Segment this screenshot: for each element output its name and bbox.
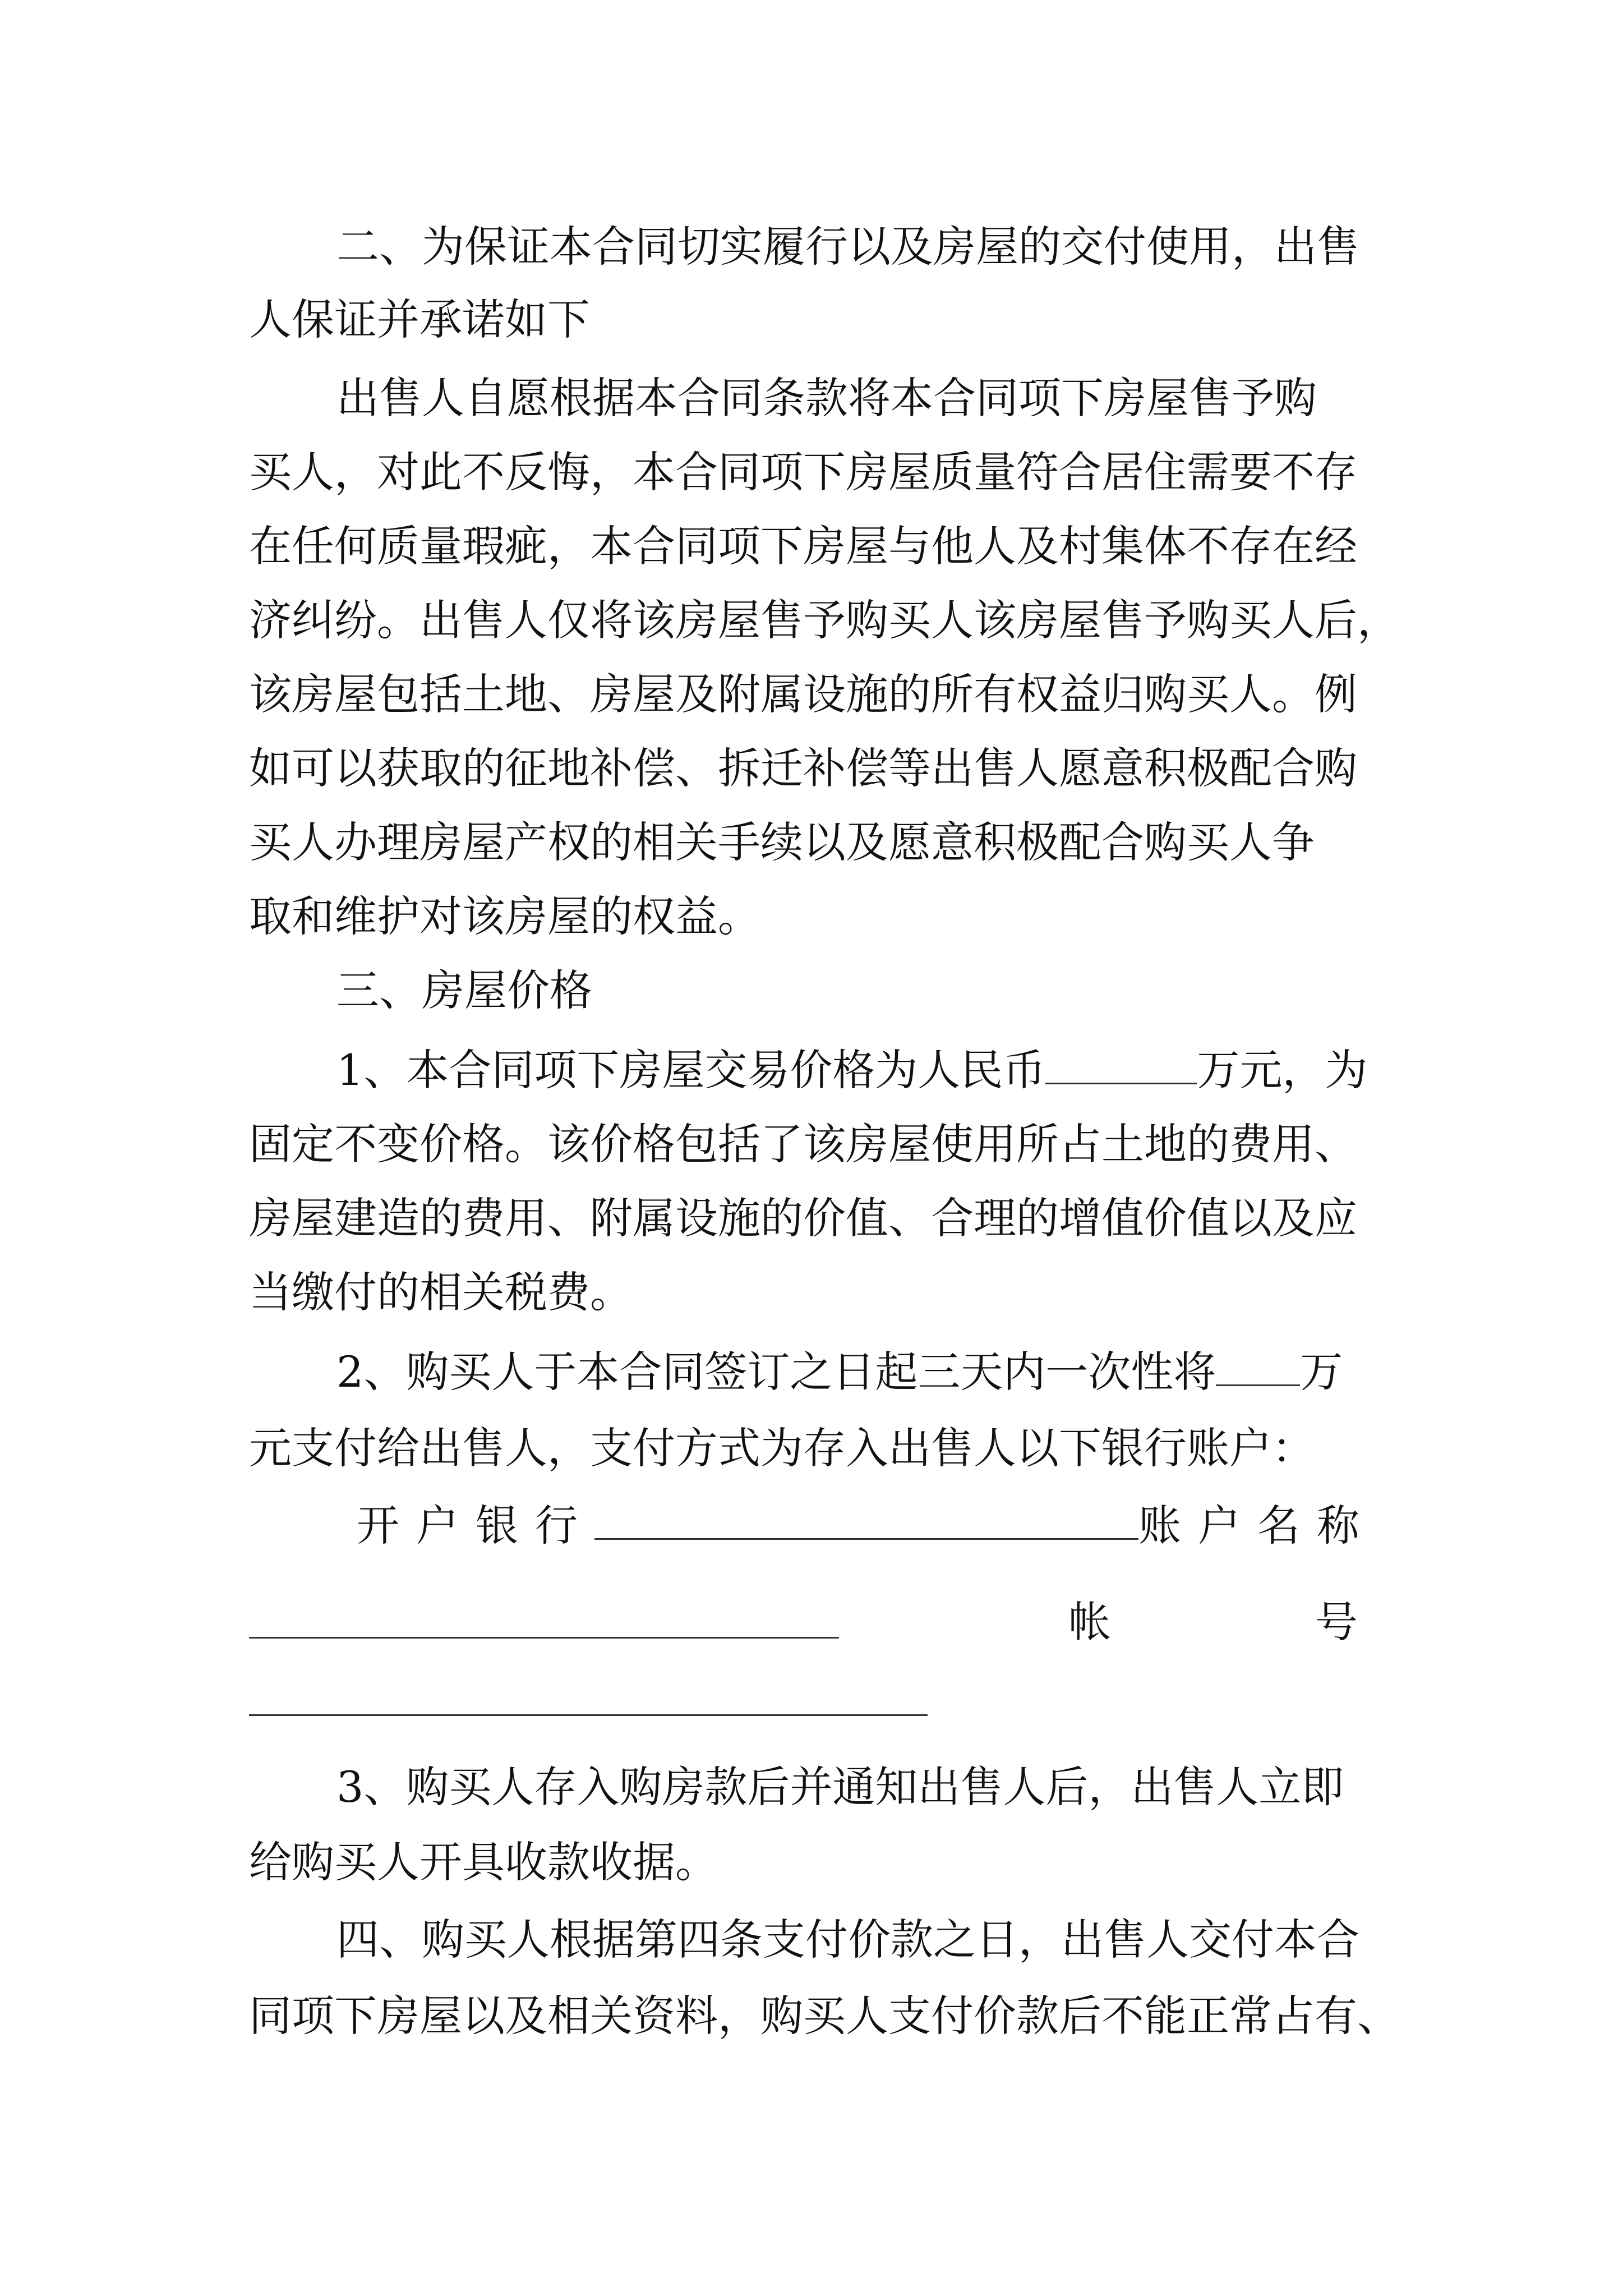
paragraph-line: 该房屋包括土地、房屋及附属设施的所有权益归购买人。例 [249,669,1357,719]
section-heading: 三、房屋价格 [336,965,592,1015]
payment-line [336,1333,1376,1411]
bank-label: 开户银行 [357,1501,594,1550]
price-text: 1、本合同项下房屋交易价格为人民币 [336,1045,1046,1095]
paragraph-line: 元支付给出售人，支付方式为存入出售人以下银行账户： [249,1423,1315,1473]
paragraph-line: 出售人自愿根据本合同条款将本合同项下房屋售予购 [336,373,1317,423]
paragraph-line: 固定不变价格。该价格包括了该房屋使用所占土地的费用、 [249,1119,1357,1169]
paragraph-line: 四、购买人根据第四条支付价款之日，出售人交付本合 [336,1915,1359,1964]
paragraph-line: 买人办理房屋产权的相关手续以及愿意积极配合购买人争 [249,817,1315,867]
payment-amount-blank-field[interactable] [1216,1333,1300,1386]
paragraph-line: 3、购买人存入购房款后并通知出售人后，出售人立即 [336,1762,1344,1812]
paragraph-line: 如可以获取的征地补偿、拆迁补偿等出售人愿意积极配合购 [249,743,1357,793]
paragraph-line: 房屋建造的费用、附属设施的价值、合理的增值价值以及应 [249,1193,1357,1243]
paragraph-line: 济纠纷。出售人仅将该房屋售予购买人该房屋售予购买人后， [249,595,1400,645]
paragraph-line: 当缴付的相关税费。 [249,1267,633,1317]
account-name-label: 账户名称 [1138,1501,1376,1550]
price-unit-text: 万元，为 [1197,1045,1368,1095]
account-number-label-part1: 帐 [1068,1597,1111,1647]
paragraph-line: 给购买人开具收款收据。 [249,1837,718,1887]
paragraph-line: 同项下房屋以及相关资料，购买人支付价款后不能正常占有、 [249,1991,1400,2041]
paragraph-line: 人保证并承诺如下 [249,295,590,344]
price-line [336,1031,1376,1110]
paragraph-line: 买人，对此不反悔，本合同项下房屋质量符合居住需要不存 [249,447,1357,497]
account-number-blank-field[interactable] [249,1714,928,1716]
account-name-blank-field[interactable] [249,1637,839,1639]
paragraph-line: 二、为保证本合同切实履行以及房屋的交付使用，出售 [336,222,1359,272]
price-blank-field[interactable] [1045,1031,1197,1084]
payment-unit-text: 万 [1300,1347,1343,1397]
bank-line [357,1487,1376,1565]
bank-blank-field[interactable] [594,1487,1138,1540]
paragraph-line: 取和维护对该房屋的权益。 [249,891,760,941]
account-number-label-part2: 号 [1315,1597,1358,1647]
paragraph-line: 在任何质量瑕疵，本合同项下房屋与他人及村集体不存在经 [249,521,1357,571]
payment-text: 2、购买人于本合同签订之日起三天内一次性将 [336,1347,1216,1397]
